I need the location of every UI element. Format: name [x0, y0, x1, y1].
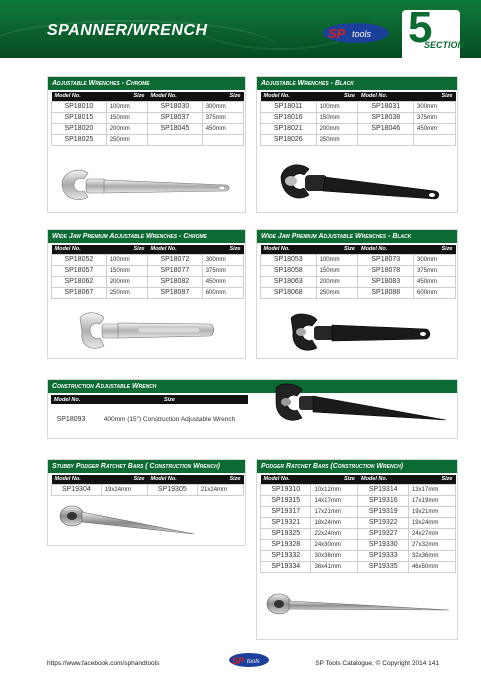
model-cell: SP19321 [261, 517, 311, 528]
podger-ratchet-bar-image [263, 590, 453, 634]
col-model: Model No. [147, 475, 197, 484]
model-cell: SP19316 [358, 495, 408, 506]
product-table [260, 92, 456, 146]
col-size: Size [316, 92, 358, 101]
empty-cell [202, 134, 243, 145]
table-row [52, 101, 244, 112]
size-cell: 600mm [202, 287, 243, 298]
table-row [261, 123, 456, 134]
size-cell: 18x24mm [311, 517, 358, 528]
table-row [52, 276, 244, 287]
size-cell: 300mm [414, 254, 456, 265]
logo-sp-text: SP [328, 26, 346, 41]
model-cell: SP18031 [358, 101, 414, 112]
size-cell: 21x24mm [197, 484, 243, 495]
model-cell: SP18016 [261, 112, 317, 123]
size-cell: 150mm [106, 265, 147, 276]
size-cell: 100mm [316, 101, 358, 112]
size-cell: 450mm [202, 123, 243, 134]
table-row [52, 287, 244, 298]
table-row [261, 112, 456, 123]
table-row [261, 539, 456, 550]
col-model: Model No. [147, 92, 202, 101]
size-cell: 200mm [106, 123, 147, 134]
size-cell: 100mm [316, 254, 358, 265]
table-row [261, 484, 456, 495]
col-model: Model No. [147, 245, 202, 254]
chrome-adjustable-wrench-image [58, 165, 233, 205]
model-cell: SP18052 [52, 254, 107, 265]
table-row [52, 265, 244, 276]
col-model: Model No. [358, 92, 414, 101]
size-cell: 32x36mm [408, 550, 455, 561]
size-cell: 450mm [414, 276, 456, 287]
black-adjustable-wrench-image [277, 161, 442, 211]
model-cell: SP18077 [147, 265, 202, 276]
section-number: 5 [408, 3, 433, 52]
size-cell: 13x17mm [408, 484, 455, 495]
table-row [52, 484, 244, 495]
model-cell: SP19325 [261, 528, 311, 539]
empty-cell [414, 134, 456, 145]
model-cell: SP19327 [358, 528, 408, 539]
col-model: Model No. [261, 245, 317, 254]
model-cell: SP19335 [358, 561, 408, 572]
model-cell: SP19304 [52, 484, 102, 495]
model-cell: SP18087 [147, 287, 202, 298]
table-row [261, 517, 456, 528]
model-cell: SP18083 [358, 276, 414, 287]
product-table [51, 395, 248, 434]
col-size: Size [408, 475, 455, 484]
panel-title: Stubby Podger Ratchet Bars ( Construction Wrench) [48, 460, 245, 473]
size-cell: 150mm [316, 112, 358, 123]
size-cell: 100mm [106, 101, 147, 112]
size-cell: 22x24mm [311, 528, 358, 539]
footer-logo-sp-text: SP [232, 656, 245, 666]
table-row [261, 495, 456, 506]
model-cell: SP19314 [358, 484, 408, 495]
size-cell: 24x27mm [408, 528, 455, 539]
model-cell: SP18015 [52, 112, 107, 123]
footer-sp-tools-logo [228, 652, 270, 668]
size-cell: 450mm [414, 123, 456, 134]
size-cell: 19x24mm [101, 484, 147, 495]
model-cell: SP18025 [52, 134, 107, 145]
panel-title: Adjustable Wrenches - Black [257, 77, 457, 90]
product-table [51, 245, 244, 299]
size-cell: 250mm [316, 134, 358, 145]
model-cell: SP18021 [261, 123, 317, 134]
model-cell: SP19332 [261, 550, 311, 561]
panel-podger-ratchet [256, 459, 458, 640]
section-label: SECTION [424, 40, 465, 50]
table-row [261, 506, 456, 517]
model-cell: SP19330 [358, 539, 408, 550]
model-cell: SP18062 [52, 276, 107, 287]
model-cell: SP18067 [52, 287, 107, 298]
size-cell: 150mm [106, 112, 147, 123]
size-cell: 400mm (15") Construction Adjustable Wrench [103, 415, 236, 423]
model-cell: SP18078 [358, 265, 414, 276]
table-row [261, 265, 456, 276]
size-cell: 600mm [414, 287, 456, 298]
product-table [260, 475, 456, 573]
construction-wrench-image [270, 382, 450, 436]
page-title: SPANNER/WRENCH [47, 22, 208, 39]
empty-cell [147, 134, 202, 145]
table-row [261, 528, 456, 539]
model-cell: SP18082 [147, 276, 202, 287]
col-model: Model No. [52, 245, 107, 254]
panel-wide-jaw-black [256, 229, 458, 359]
size-cell: 250mm [316, 287, 358, 298]
col-size: Size [197, 475, 243, 484]
size-cell: 300mm [414, 101, 456, 112]
model-cell: SP18053 [261, 254, 317, 265]
table-row [261, 276, 456, 287]
product-table [51, 475, 244, 496]
col-model: Model No. [52, 475, 102, 484]
panel-title: Wide Jaw Premium Adjustable Wrenches - Chrome [48, 230, 245, 243]
panel-title: Construction Adjustable Wrench [48, 380, 457, 393]
wide-jaw-chrome-wrench-image [78, 310, 218, 354]
model-cell: SP18026 [261, 134, 317, 145]
model-cell: SP18046 [358, 123, 414, 134]
panel-title: Wide Jaw Premium Adjustable Wrenches - Black [257, 230, 457, 243]
model-cell: SP18057 [52, 265, 107, 276]
col-model: Model No. [52, 92, 107, 101]
model-cell: SP18011 [261, 101, 317, 112]
size-cell: 375mm [202, 265, 243, 276]
size-cell: 250mm [106, 287, 147, 298]
col-size: Size [101, 475, 147, 484]
model-cell: SP18038 [358, 112, 414, 123]
table-row [261, 254, 456, 265]
model-cell: SP18068 [261, 287, 317, 298]
logo-tools-text: tools [352, 29, 372, 39]
size-cell: 36x41mm [311, 561, 358, 572]
table-row [52, 254, 244, 265]
size-cell: 10x12mm [311, 484, 358, 495]
panel-adjustable-chrome [47, 76, 246, 213]
table-row [52, 134, 244, 145]
size-cell: 19x24mm [408, 517, 455, 528]
size-cell: 300mm [202, 101, 243, 112]
col-size: Size [202, 245, 243, 254]
col-size: Size [91, 395, 248, 404]
size-cell: 200mm [106, 276, 147, 287]
col-model: Model No. [358, 245, 414, 254]
col-model: Model No. [51, 395, 91, 404]
model-cell: SP18088 [358, 287, 414, 298]
col-model: Model No. [261, 92, 317, 101]
footer-url[interactable]: https://www.facebook.com/sphandtools [47, 660, 160, 667]
size-cell: 19x21mm [408, 506, 455, 517]
size-cell: 250mm [106, 134, 147, 145]
product-table [51, 92, 244, 146]
size-cell: 27x32mm [408, 539, 455, 550]
model-cell: SP19322 [358, 517, 408, 528]
wide-jaw-black-wrench-image [289, 312, 434, 354]
table-row [52, 123, 244, 134]
table-row [261, 550, 456, 561]
table-row [261, 101, 456, 112]
model-cell: SP18058 [261, 265, 317, 276]
col-size: Size [316, 245, 358, 254]
size-cell: 14x17mm [311, 495, 358, 506]
footer-logo-tools-text: tools [247, 659, 260, 665]
model-cell: SP19328 [261, 539, 311, 550]
col-size: Size [106, 92, 147, 101]
col-model: Model No. [261, 475, 311, 484]
size-cell: 300mm [202, 254, 243, 265]
model-cell: SP18030 [147, 101, 202, 112]
model-cell: SP19317 [261, 506, 311, 517]
empty-cell [358, 134, 414, 145]
size-cell: 375mm [202, 112, 243, 123]
model-cell: SP18045 [147, 123, 202, 134]
table-row [52, 112, 244, 123]
panel-title: Podger Ratchet Bars (Construction Wrench) [257, 460, 457, 473]
model-cell: SP18037 [147, 112, 202, 123]
size-cell: 24x30mm [311, 539, 358, 550]
table-row [51, 404, 248, 434]
model-cell: SP19305 [147, 484, 197, 495]
model-cell: SP18093 [56, 415, 86, 423]
model-cell: SP19319 [358, 506, 408, 517]
model-cell: SP18073 [358, 254, 414, 265]
panel-adjustable-black [256, 76, 458, 213]
stubby-ratchet-bar-image [58, 502, 198, 542]
model-cell: SP19334 [261, 561, 311, 572]
col-size: Size [202, 92, 243, 101]
size-cell: 150mm [316, 265, 358, 276]
model-cell: SP18063 [261, 276, 317, 287]
footer-copyright: SP Tools Catalogue, © Copyright 2014 141 [315, 660, 439, 667]
size-cell: 450mm [202, 276, 243, 287]
size-cell: 30x36mm [311, 550, 358, 561]
model-cell: SP19310 [261, 484, 311, 495]
size-cell: 100mm [106, 254, 147, 265]
panel-stubby-podger [47, 459, 246, 546]
table-row [261, 134, 456, 145]
panel-title: Adjustable Wrenches - Chrome [48, 77, 245, 90]
size-cell: 46x50mm [408, 561, 455, 572]
size-cell: 200mm [316, 276, 358, 287]
model-cell: SP19333 [358, 550, 408, 561]
model-cell: SP18072 [147, 254, 202, 265]
col-size: Size [414, 245, 456, 254]
table-row [261, 287, 456, 298]
panel-construction-wrench [47, 379, 458, 439]
model-cell: SP19315 [261, 495, 311, 506]
col-size: Size [414, 92, 456, 101]
size-cell: 375mm [414, 112, 456, 123]
panel-wide-jaw-chrome [47, 229, 246, 359]
model-cell: SP18010 [52, 101, 107, 112]
size-cell: 17x19mm [408, 495, 455, 506]
sp-tools-logo [322, 22, 390, 44]
model-cell: SP18020 [52, 123, 107, 134]
table-row [261, 561, 456, 572]
col-model: Model No. [358, 475, 408, 484]
size-cell: 375mm [414, 265, 456, 276]
product-table [260, 245, 456, 299]
col-size: Size [311, 475, 358, 484]
col-size: Size [106, 245, 147, 254]
size-cell: 17x21mm [311, 506, 358, 517]
size-cell: 200mm [316, 123, 358, 134]
